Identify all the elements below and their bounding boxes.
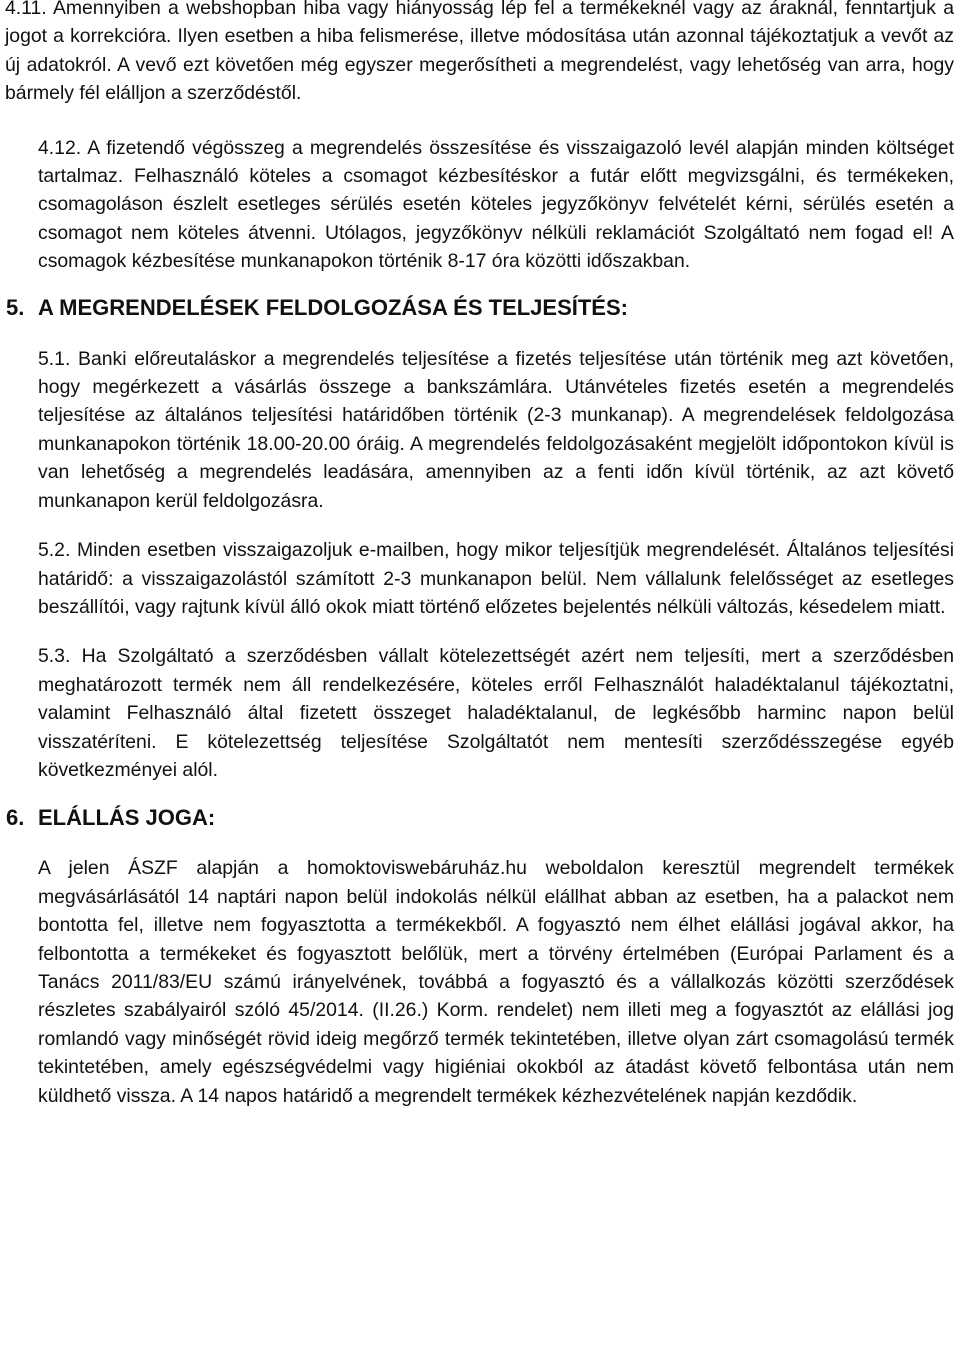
paragraph-text: A fizetendő végösszeg a megrendelés összesítése és visszaigazoló levél alapján minden költséget tartalmaz. Felhasználó köteles a csomagot kézbesítéskor a futár előtt megvizsgálni, és termékeken, csomagoláson észlelt esetleges sérülés esetén köteles jegyzőkönyv felvételét kérni, sérülés esetén a csomagot nem köteles átvenni. Utólagos, jegyzőkönyv nélküli reklamációt Szolgáltató nem fogad el! A csomagok kézbesítése munkanapokon történik 8-17 óra közötti időszakban. [38,136,954,273]
paragraph-number: 4.12. [38,136,82,159]
paragraph-number: 5.3. [38,645,71,668]
paragraph-text: A jelen ÁSZF alapján a homoktoviswebáruház.hu weboldalon keresztül megrendelt termékek megvásárlásától 14 naptári napon belül indokolás nélkül elállhat abban az esetben, ha a palackot nem bontotta fel, illetve nem fogyasztotta a termékekből. A fogyasztó nem élhet elállási jogával akkor, ha felbontotta a termékeket és fogyasztott belőlük, mert a törvény értelmében (Európai Parlament és a Tanács 2011/83/EU számú irányelvének, továbbá a fogyasztó és a vállalkozás közötti szerződések részletes szabályairól szóló 45/2014. (II.26.) Korm. rendelet) nem illeti meg a fogyasztót az elállási jog romlandó vagy minőségét rövid ideig megőrző termék tekintetében, illetve olyan zárt csomagolású termék tekintetében, amely egészségvédelmi vagy higiéniai okokból az átadást követő felbontása után nem küldhető vissza. A 14 napos határidő a megrendelt termékek kézhezvételének napján kezdődik. [38,857,954,1107]
paragraph-6 [38,854,954,1110]
section-number: 5. [6,294,25,320]
section-number: 6. [6,805,25,831]
paragraph-5-3 [38,642,954,784]
section-title: ELÁLLÁS JOGA: [38,805,216,831]
paragraph-4-11 [5,0,954,108]
paragraph-5-2 [38,536,954,621]
paragraph-number: 4.11. [5,0,47,19]
paragraph-text: Minden esetben visszaigazoljuk e-mailben, hogy mikor teljesítjük megrendelését. Általános teljesítési határidő: a visszaigazolástól számított 2-3 munkanapon belül. Nem vállalunk felelősséget az esetleges beszállítói, vagy rajtunk kívül álló okok miatt történő előzetes bejelentés nélküli változás, késedelem miatt. [38,539,954,618]
section-heading-6 [6,804,954,832]
paragraph-number: 5.1. [38,347,71,370]
paragraph-text: Ha Szolgáltató a szerződésben vállalt kötelezettségét azért nem teljesíti, mert a szerződésben meghatározott termék nem áll rendelkezésére, köteles erről Felhasználót haladéktalanul tájékoztatni, valamint Felhasználó által fizetett összeget haladéktalanul, de legkésőbb harminc napon belül visszatéríteni. E kötelezettség teljesítése Szolgáltatót nem mentesíti szerződésszegése egyéb következményei alól. [38,645,954,781]
paragraph-text: Banki előreutaláskor a megrendelés teljesítése a fizetés teljesítése után történik meg azt követően, hogy megérkezett a vásárlás összege a bankszámlára. Utánvételes fizetés esetén a megrendelés teljesítése az általános teljesítési határidőben történik (2-3 munkanap). A megrendelések feldolgozása munkanapokon történik 18.00-20.00 óráig. A megrendelés feldolgozásaként megjelölt időpontokon kívül is van lehetőség a megrendelés leadására, amennyiben az a fenti időn kívül történik, az azt követő munkanapon kerül feldolgozásra. [38,347,954,512]
paragraph-5-1 [38,345,954,515]
section-heading-5 [6,294,954,322]
paragraph-4-12 [38,134,954,276]
paragraph-text: Amennyiben a webshopban hiba vagy hiányosság lép fel a termékeknél vagy az áraknál, fenntartjuk a jogot a korrekcióra. Ilyen esetben a hiba felismerése, illetve módosítása után azonnal tájékoztatjuk a vevőt az új adatokról. A vevő ezt követően még egyszer megerősítheti a megrendelést, vagy lehetőség van arra, hogy bármely fél elálljon a szerződéstől. [5,0,954,105]
paragraph-number: 5.2. [38,539,71,562]
section-title: A MEGRENDELÉSEK FELDOLGOZÁSA ÉS TELJESÍTÉS: [38,294,628,320]
